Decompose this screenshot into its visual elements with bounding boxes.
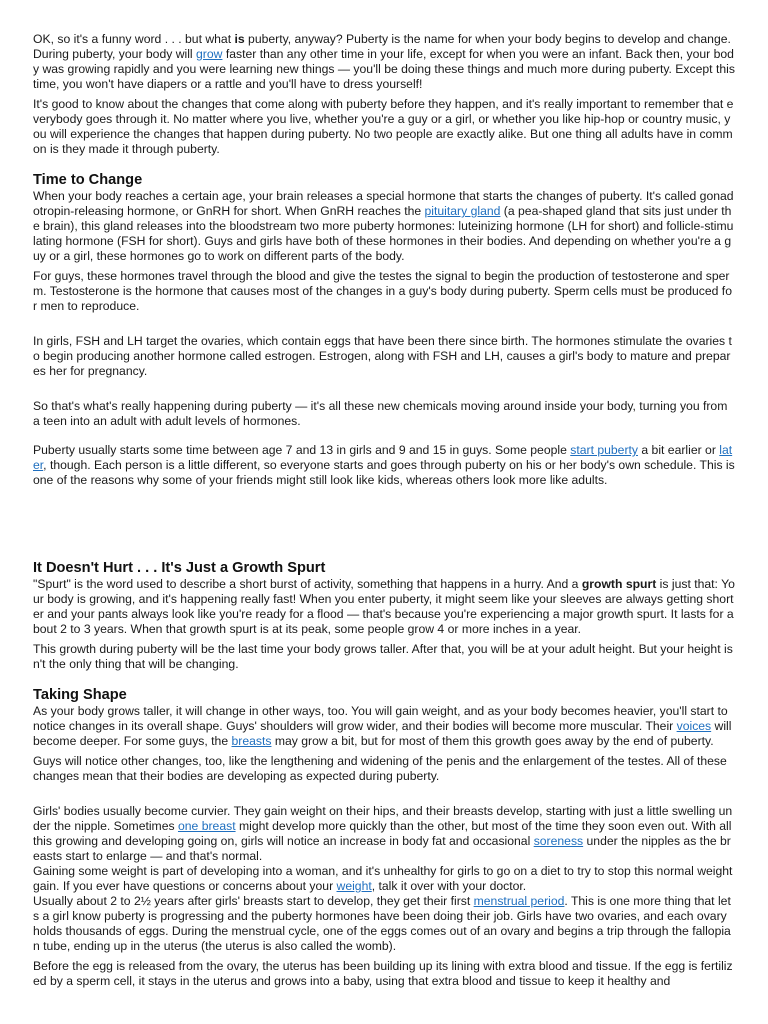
intro-paragraph: [33, 47, 735, 92]
text-run: Puberty usually starts some time between age 7 and 13 in girls and 9 and 15 in guys. Some people: [33, 443, 571, 457]
text-run: Gaining some weight is part of developing into a woman, and it's unhealthy for girls to go on a diet to try to stop this normal weight gain. If you ever have questions or concerns about your: [33, 864, 733, 893]
text-run: under the nipples as the breasts start to enlarge — and that's normal.: [33, 834, 731, 863]
body-paragraph: [33, 577, 735, 637]
link-breasts[interactable]: breasts: [231, 734, 272, 748]
text-run: will become deeper. For some guys, the: [33, 719, 732, 748]
text-run: "Spurt" is the word used to describe a short burst of activity, something that happens in a hurry. And a: [33, 577, 582, 591]
link-pituitary-gland[interactable]: pituitary gland: [424, 204, 501, 218]
article-body: [33, 32, 735, 989]
text-run: may grow a bit, but for most of them this growth goes away by the end of puberty.: [271, 734, 714, 748]
link-menstrual-period[interactable]: menstrual period: [473, 894, 565, 908]
link-start-puberty[interactable]: start puberty: [570, 443, 638, 457]
body-paragraph: [33, 804, 735, 864]
text-run: faster than any other time in your life, except for when you were an infant. Back then, your body was growing rapidly and you were learning new things — you'll be doing these things and much more during puberty. Except this time, you won't have diapers or a rattle and you'll have to dress yourself!: [33, 47, 735, 91]
body-paragraph: Guys will notice other changes, too, like the lengthening and widening of the penis and the enlargement of the testes. All of these changes mean that their bodies are developing as expected during puberty.: [33, 754, 727, 783]
link-weight[interactable]: weight: [336, 879, 372, 893]
link-later[interactable]: later: [33, 443, 733, 472]
text-run: a bit earlier or: [638, 443, 720, 457]
text-run: During puberty, your body will: [33, 47, 197, 61]
body-paragraph: [33, 443, 735, 488]
bold-text: growth spurt: [581, 577, 657, 591]
body-paragraph: [33, 704, 735, 749]
section-heading-growth-spurt: It Doesn't Hurt . . . It's Just a Growth Spurt: [33, 560, 326, 576]
body-paragraph: [33, 189, 735, 264]
body-paragraph: In girls, FSH and LH target the ovaries, which contain eggs that have been there since birth. The hormones stimulate the ovaries to begin producing another hormone called estrogen. Estrogen, along with FSH and LH, causes a girl's body to mature and prepares her for pregnancy.: [33, 334, 732, 378]
text-run: When your body reaches a certain age, your brain releases a special hormone that starts the changes of puberty. It's called gonadotropin-releasing hormone, or GnRH for short. When GnRH reaches the: [33, 189, 734, 218]
link-soreness[interactable]: soreness: [533, 834, 584, 848]
text-run: , talk it over with your doctor.: [371, 879, 527, 893]
body-paragraph: This growth during puberty will be the last time your body grows taller. After that, you will be at your adult height. But your height isn't the only thing that will be changing.: [33, 642, 733, 671]
text-run: , though. Each person is a little different, so everyone starts and goes through puberty on his or her body's own schedule. This is one of the reasons why some of your friends might still look like kids, whereas others look more like adults.: [33, 458, 735, 487]
text-run: OK, so it's a funny word . . . but what: [33, 32, 235, 46]
body-paragraph: [33, 894, 735, 954]
body-paragraph: For guys, these hormones travel through the blood and give the testes the signal to begin the production of testosterone and sperm. Testosterone is the hormone that causes most of the changes in a guy's body during puberty. Sperm cells must be produced for men to reproduce.: [33, 269, 732, 313]
text-run: Girls' bodies usually become curvier. They gain weight on their hips, and their breasts develop, starting with just a little swelling under the nipple. Sometimes: [33, 804, 733, 833]
intro-paragraph: [33, 32, 735, 47]
bold-text: is: [234, 32, 245, 46]
body-paragraph: [33, 864, 735, 894]
link-grow[interactable]: grow: [196, 47, 223, 61]
text-run: As your body grows taller, it will change in other ways, too. You will gain weight, and as your body becomes heavier, you'll start to notice changes in its overall shape. Guys' shoulders will grow wider, and their bodies will become more muscular. Their: [33, 704, 728, 733]
link-voices[interactable]: voices: [676, 719, 712, 733]
section-heading-taking-shape: Taking Shape: [33, 687, 127, 703]
text-run: Usually about 2 to 2½ years after girls' breasts start to develop, they get their first: [33, 894, 474, 908]
text-run: . This is one more thing that lets a girl know puberty is progressing and the puberty hormones have been doing their job. Girls have two ovaries, and each ovary holds thousands of eggs. During the menstrual cycle, one of the eggs comes out of an ovary and begins a trip through the fallopian tube, ending up in the uterus (the uterus is also called the womb).: [33, 894, 731, 953]
text-run: (a pea-shaped gland that sits just under the brain), this gland releases into the bloodstream two more puberty hormones: luteinizing hormone (LH for short) and follicle-stimulating hormone (FSH for short). Guys and girls have both of these hormones in their bodies. And depending on whether you're a guy or a girl, these hormones go to work on different parts of the body.: [33, 204, 734, 263]
body-paragraph: So that's what's really happening during puberty — it's all these new chemicals moving around inside your body, turning you from a teen into an adult with adult levels of hormones.: [33, 399, 728, 428]
link-one-breast[interactable]: one breast: [177, 819, 236, 833]
text-run: is just that: Your body is growing, and it's happening really fast! When you enter puberty, it might seem like your sleeves are always getting shorter and your pants always look like you're ready for a flood — that's because you're experiencing a major growth spurt. It lasts for about 2 to 3 years. When that growth spurt is at its peak, some people grow 4 or more inches in a year.: [33, 577, 735, 636]
text-run: might develop more quickly than the other, but most of the time they soon even out. With all this growing and developing going on, girls will notice an increase in body fat and occasional: [33, 819, 732, 848]
text-run: puberty, anyway? Puberty is the name for when your body begins to develop and change.: [244, 32, 731, 46]
body-paragraph: Before the egg is released from the ovary, the uterus has been building up its lining with extra blood and tissue. If the egg is fertilized by a sperm cell, it stays in the uterus and grows into a baby, using that extra blood and tissue to keep it healthy and: [33, 959, 733, 988]
intro-paragraph: It's good to know about the changes that come along with puberty before they happen, and it's really important to remember that everybody goes through it. No matter where you live, whether you're a guy or a girl, or whether you like hip-hop or country music, you will experience the changes that happen during puberty. No two people are exactly alike. But one thing all adults have in common is they made it through puberty.: [33, 97, 734, 156]
section-heading-time-to-change: Time to Change: [33, 172, 143, 188]
